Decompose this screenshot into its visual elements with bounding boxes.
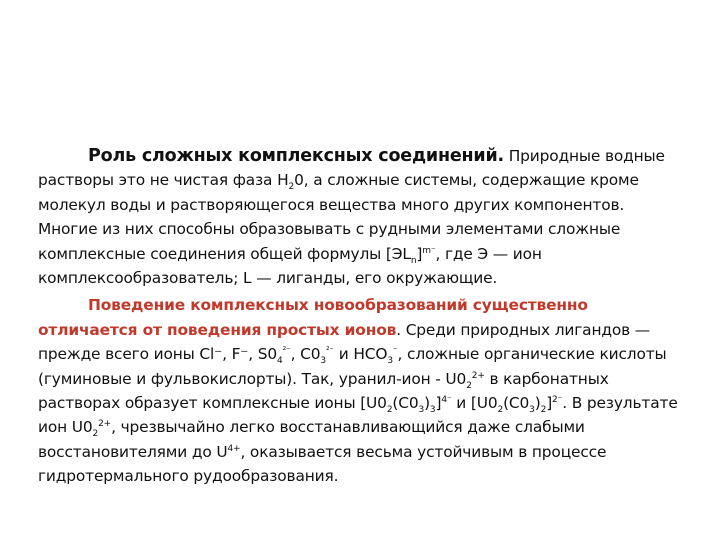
text-run: , оказывается весьма устойчивым в процессе гидротермального рудообразования. bbox=[38, 442, 607, 486]
superscript: ²⁻ bbox=[325, 346, 335, 357]
text-run: 0, а сложные системы, содержащие кроме молекул воды и растворяющегося вещества много других компонентов. Многие из них способны образовывать с рудными элементами сложные комплексные соединения общей формулы [ЭL bbox=[38, 171, 639, 263]
subscript: 2 bbox=[92, 429, 99, 440]
text-run: Природные водные растворы это не чистая фаза H bbox=[38, 147, 665, 190]
subscript: 3 bbox=[320, 356, 326, 367]
superscript: ⁻ bbox=[392, 346, 398, 357]
subscript: 2 bbox=[497, 405, 504, 416]
section-title: Роль сложных комплексных соединений. bbox=[88, 146, 504, 166]
text-run: , C0 bbox=[290, 345, 321, 364]
subscript: 3 bbox=[529, 405, 535, 416]
superscript: ²⁻ bbox=[282, 346, 291, 357]
subscript: 2 bbox=[466, 380, 472, 391]
subscript: 4 bbox=[277, 356, 283, 367]
superscript: 4+ bbox=[227, 443, 241, 454]
text-run: ) bbox=[534, 394, 541, 413]
text-run: ] bbox=[546, 394, 553, 413]
subscript: 2 bbox=[540, 405, 547, 416]
body-text bbox=[38, 144, 688, 489]
text-run: , чрезвычайно легко восстанавливающийся даже слабыми восстановителями до U bbox=[38, 418, 585, 461]
text-run: в карбонатных растворах образует комплексные ионы [U0 bbox=[38, 369, 609, 413]
text-run: . В результате ион U0 bbox=[38, 394, 678, 437]
text-run: и [U0 bbox=[451, 394, 498, 413]
subscript: 3 bbox=[387, 356, 393, 367]
text-run: . Среди природных лигандов — прежде всего ионы Cl⁻, F⁻, S0 bbox=[38, 320, 651, 364]
subscript: 3 bbox=[418, 405, 425, 416]
superscript: m⁻ bbox=[422, 245, 436, 256]
subscript: n bbox=[410, 255, 417, 266]
text-run: (C0 bbox=[392, 394, 419, 413]
text-run: , где Э — ион комплексообразователь; L — лиганды, его окружающие. bbox=[38, 244, 542, 288]
paragraph-1 bbox=[38, 144, 688, 290]
text-run: ] bbox=[435, 394, 442, 413]
text-run: и HCO bbox=[334, 345, 388, 364]
superscript: 4⁻ bbox=[441, 394, 452, 405]
superscript: 2+ bbox=[98, 419, 112, 430]
paragraph-2 bbox=[38, 293, 688, 488]
subscript: 2 bbox=[386, 405, 393, 416]
text-run: ] bbox=[416, 244, 423, 263]
text-run: , сложные органические кислоты (гуминовые и фульвокислорты). Так, уранил-ион - U0 bbox=[38, 345, 667, 388]
superscript: 2⁻ bbox=[552, 394, 563, 405]
superscript: 2+ bbox=[471, 370, 485, 381]
text-run: (C0 bbox=[503, 394, 530, 413]
subscript: 3 bbox=[429, 405, 436, 416]
highlight-text: Поведение комплексных новообразований существенно отличается от поведения простых ионов bbox=[38, 296, 588, 339]
subscript: 2 bbox=[288, 182, 295, 193]
text-run: ) bbox=[424, 394, 430, 413]
